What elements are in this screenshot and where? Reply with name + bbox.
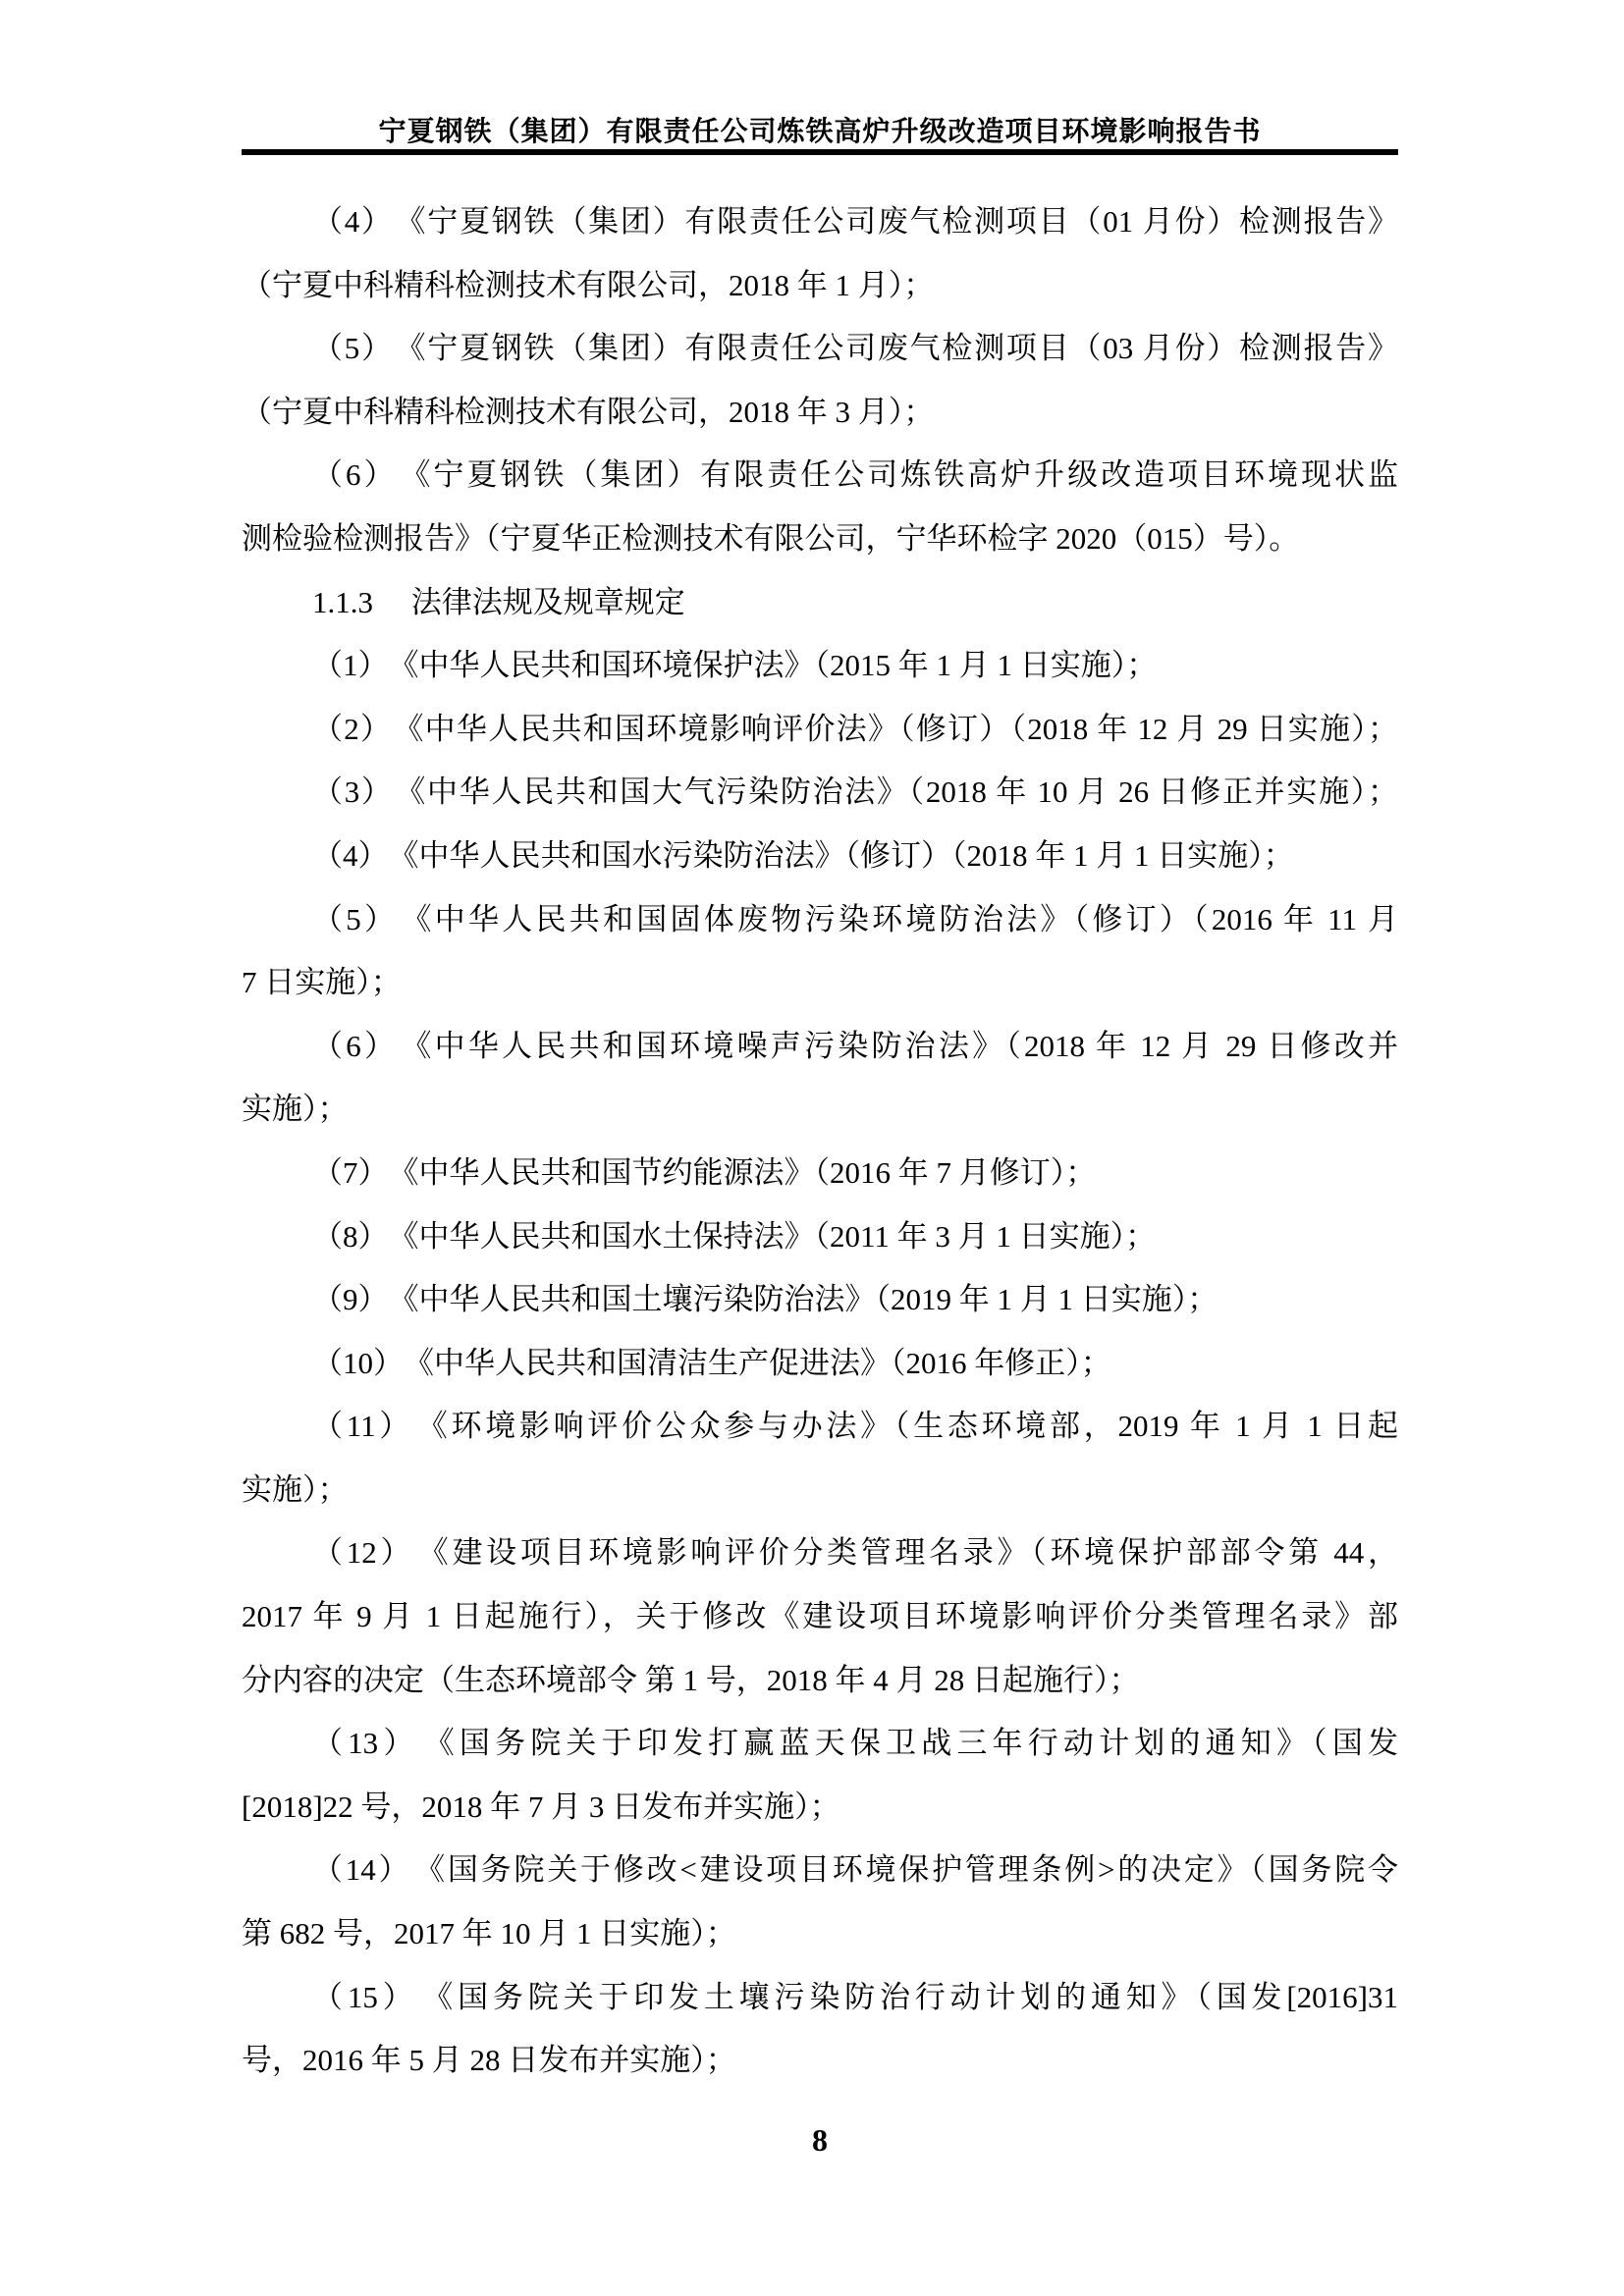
text-line: （8） 《中华人民共和国水土保持法》（2011 年 3 月 1 日实施）； (312, 1218, 1157, 1254)
text-line: 第 682 号，2017 年 10 月 1 日实施）； (242, 1916, 736, 1951)
text-line: 测检验检测报告》（宁夏华正检测技术有限公司，宁华环检字 2020（015）号）。 (242, 520, 1300, 556)
text-line: （6） 《宁夏钢铁（集团）有限责任公司炼铁高炉升级改造项目环境现状监 (312, 457, 1398, 493)
text-line: （6） 《中华人民共和国环境噪声污染防治法》（2018 年 12 月 29 日修改并 (312, 1028, 1398, 1063)
document-body (242, 190, 1398, 2093)
text-line: 7 日实施）； (242, 965, 402, 1000)
text-line: （14） 《国务院关于修改<建设项目环境保护管理条例>的决定》（国务院令 (312, 1852, 1398, 1888)
text-line: （5） 《宁夏钢铁（集团）有限责任公司废气检测项目（03 月份）检测报告》 (312, 331, 1398, 366)
section-heading: 1.1.3 法律法规及规章规定 (312, 584, 685, 619)
text-line: 号，2016 年 5 月 28 日发布并实施）； (242, 2043, 736, 2078)
text-line: 2017 年 9 月 1 日起施行），关于修改《建设项目环境影响评价分类管理名录》部 (242, 1599, 1398, 1634)
header-rule (242, 149, 1398, 155)
text-line: （13） 《国务院关于印发打赢蓝天保卫战三年行动计划的通知》（国发 (312, 1726, 1398, 1761)
text-line: （4） 《宁夏钢铁（集团）有限责任公司废气检测项目（01 月份）检测报告》 (312, 204, 1398, 239)
text-line: （7） 《中华人民共和国节约能源法》（2016 年 7 月修订）； (312, 1154, 1097, 1190)
text-line: （15） 《国务院关于印发土壤污染防治行动计划的通知》（国发[2016]31 (312, 1979, 1398, 2014)
text-line: [2018]22 号，2018 年 7 月 3 日发布并实施）； (242, 1789, 840, 1824)
page-number: 8 (812, 2122, 828, 2158)
text-line: （4） 《中华人民共和国水污染防治法》（修订）（2018 年 1 月 1 日实施）； (312, 837, 1294, 873)
text-line: 实施）； (242, 1092, 349, 1127)
text-line: （宁夏中科精科检测技术有限公司，2018 年 3 月）； (242, 394, 935, 429)
text-line: （1） 《中华人民共和国环境保护法》（2015 年 1 月 1 日实施）； (312, 648, 1158, 683)
header-title: 宁夏钢铁（集团）有限责任公司炼铁高炉升级改造项目环境影响报告书 (378, 117, 1262, 147)
text-line: 分内容的决定（生态环境部令 第 1 号，2018 年 4 月 28 日起施行）； (242, 1662, 1140, 1697)
text-line: 实施）； (242, 1471, 349, 1507)
page-footer (242, 2122, 1398, 2159)
text-line: （宁夏中科精科检测技术有限公司，2018 年 1 月）； (242, 267, 935, 302)
text-line: （3） 《中华人民共和国大气污染防治法》（2018 年 10 月 26 日修正并实施）； (312, 774, 1398, 810)
text-line: （12） 《建设项目环境影响评价分类管理名录》（环境保护部部令第 44， (312, 1535, 1398, 1571)
text-line: （2） 《中华人民共和国环境影响评价法》（修订）（2018 年 12 月 29 日实施）； (312, 711, 1398, 746)
text-line: （11） 《环境影响评价公众参与办法》（生态环境部，2019 年 1 月 1 日起 (312, 1409, 1398, 1444)
text-line: （5） 《中华人民共和国固体废物污染环境防治法》（修订）（2016 年 11 月 (312, 901, 1398, 936)
text-line: （10） 《中华人民共和国清洁生产促进法》（2016 年修正）； (312, 1345, 1111, 1380)
text-line: （9） 《中华人民共和国土壤污染防治法》（2019 年 1 月 1 日实施）； (312, 1282, 1218, 1317)
